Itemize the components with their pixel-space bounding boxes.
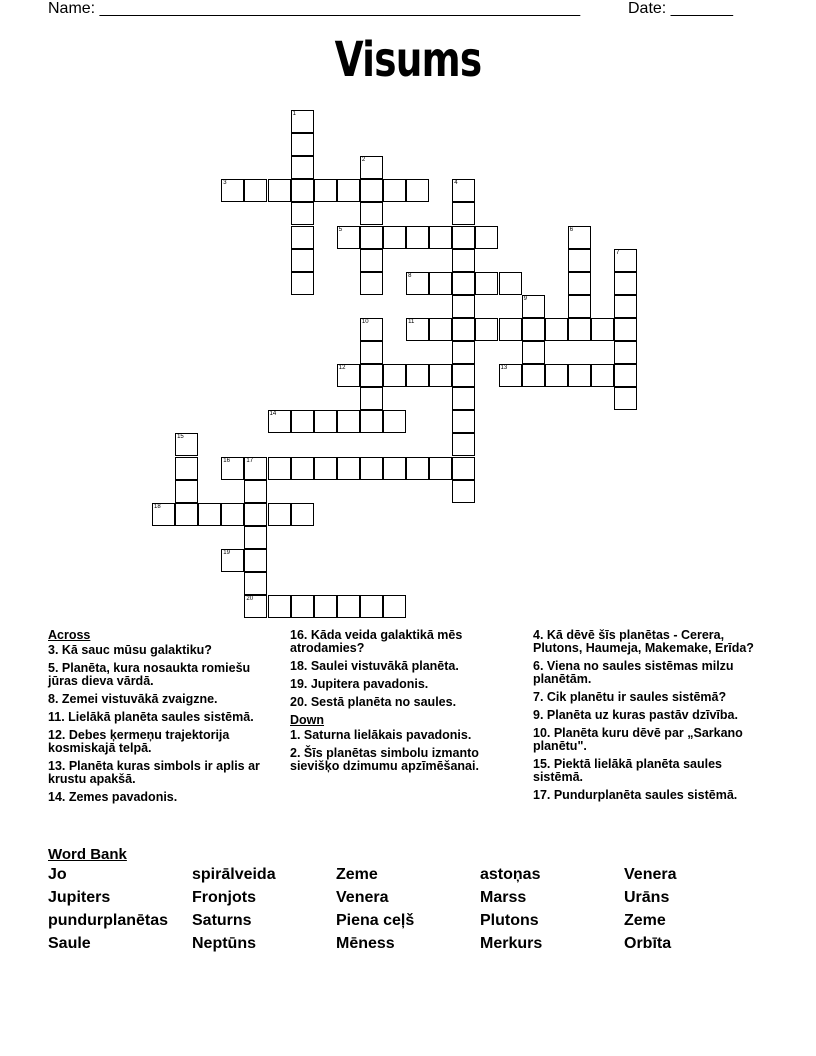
crossword-cell[interactable] xyxy=(499,272,522,295)
word-bank-item: Zeme xyxy=(336,866,378,883)
word-bank-item: Orbīta xyxy=(624,935,672,952)
crossword-cell[interactable] xyxy=(545,364,568,387)
crossword-cell[interactable] xyxy=(314,179,337,202)
crossword-cell[interactable] xyxy=(244,480,267,503)
word-bank-item: Piena ceļš xyxy=(336,912,415,929)
crossword-cell[interactable] xyxy=(268,595,291,618)
crossword-cell[interactable] xyxy=(221,503,244,526)
crossword-cell[interactable] xyxy=(360,387,383,410)
crossword-cell[interactable] xyxy=(360,457,383,480)
crossword-cell[interactable] xyxy=(591,364,614,387)
clue-item: 18. Saulei vistuvākā planēta. xyxy=(290,659,459,673)
word-bank-item: spirālveida xyxy=(192,866,276,883)
crossword-cell[interactable] xyxy=(291,156,314,179)
crossword-cell[interactable] xyxy=(452,480,475,503)
crossword-cell[interactable] xyxy=(475,272,498,295)
crossword-cell[interactable] xyxy=(360,226,383,249)
clue-number: 9 xyxy=(523,295,527,302)
crossword-cell[interactable] xyxy=(452,387,475,410)
crossword-cell[interactable] xyxy=(268,503,291,526)
crossword-cell[interactable] xyxy=(221,457,244,480)
crossword-cell[interactable] xyxy=(291,110,314,133)
word-bank-title: Word Bank xyxy=(48,846,127,863)
crossword-cell[interactable] xyxy=(452,295,475,318)
crossword-cell[interactable] xyxy=(291,457,314,480)
clue-item: 17. Pundurplanēta saules sistēmā. xyxy=(533,788,738,802)
clue-item: 6. Viena no saules sistēmas milzu planētām. xyxy=(533,659,734,686)
across-heading: Across xyxy=(48,628,91,642)
clue-number: 1 xyxy=(292,111,296,117)
crossword-cell[interactable] xyxy=(337,226,360,249)
crossword-cell[interactable] xyxy=(614,364,637,387)
crossword-cell[interactable] xyxy=(591,318,614,341)
clue-number: 13 xyxy=(500,365,508,372)
crossword-cell[interactable] xyxy=(221,549,244,572)
crossword-cell[interactable] xyxy=(452,341,475,364)
clue-number: 20 xyxy=(246,596,254,603)
clue-number: 14 xyxy=(269,411,277,418)
crossword-cell[interactable] xyxy=(244,595,267,618)
word-bank-item: pundurplanētas xyxy=(48,912,169,929)
crossword-cell[interactable] xyxy=(452,179,475,202)
crossword-cell[interactable] xyxy=(244,179,267,202)
crossword-cell[interactable] xyxy=(314,595,337,618)
crossword-cell[interactable] xyxy=(429,226,452,249)
crossword-cell[interactable] xyxy=(360,364,383,387)
crossword-cell[interactable] xyxy=(452,318,475,341)
crossword-cell[interactable] xyxy=(545,318,568,341)
crossword-cell[interactable] xyxy=(614,387,637,410)
crossword-cell[interactable] xyxy=(383,364,406,387)
crossword-cell[interactable] xyxy=(429,364,452,387)
clue-number: 19 xyxy=(223,549,230,556)
clue-number: 16 xyxy=(223,457,230,464)
clue-item: 5. Planēta, kura nosaukta romiešu jūras dieva vārdā. xyxy=(48,661,251,688)
clue-item: 14. Zemes pavadonis. xyxy=(48,790,178,804)
clue-number: 5 xyxy=(338,226,343,233)
word-bank-item: Neptūns xyxy=(192,935,256,952)
crossword-cell[interactable] xyxy=(268,179,291,202)
crossword-cell[interactable] xyxy=(452,226,475,249)
down-heading: Down xyxy=(290,713,325,727)
crossword-cell[interactable] xyxy=(452,249,475,272)
clue-number: 3 xyxy=(223,180,227,187)
clue-item: 20. Sestā planēta no saules. xyxy=(290,695,457,709)
crossword-cell[interactable] xyxy=(360,249,383,272)
crossword-cell[interactable] xyxy=(175,503,198,526)
clue-item: 16. Kāda veida galaktikā mēs atrodamies? xyxy=(290,628,463,655)
crossword-cell[interactable] xyxy=(568,318,591,341)
crossword-cell[interactable] xyxy=(291,226,314,249)
word-bank-item: astoņas xyxy=(480,866,541,883)
crossword-cell[interactable] xyxy=(360,179,383,202)
crossword-cell[interactable] xyxy=(360,318,383,341)
crossword-cell[interactable] xyxy=(568,295,591,318)
word-bank-item: Urāns xyxy=(624,889,670,906)
crossword-cell[interactable] xyxy=(452,272,475,295)
word-bank-item: Jupiters xyxy=(48,889,111,906)
word-bank-item: Plutons xyxy=(480,912,539,929)
crossword-cell[interactable] xyxy=(499,318,522,341)
crossword-cell[interactable] xyxy=(337,364,360,387)
word-bank-item: Marss xyxy=(480,889,527,906)
crossword-cell[interactable] xyxy=(244,526,267,549)
crossword-cell[interactable] xyxy=(406,272,429,295)
crossword-cell[interactable] xyxy=(406,179,429,202)
crossword-cell[interactable] xyxy=(291,179,314,202)
clue-item: 8. Zemei vistuvākā zvaigzne. xyxy=(48,692,218,706)
clue-item: 2. Šīs planētas simbolu izmanto sievišķo dzimumu apzīmēšanai. xyxy=(290,746,479,773)
word-bank-item: Mēness xyxy=(336,935,395,952)
crossword-cell[interactable] xyxy=(499,364,522,387)
crossword-cell[interactable] xyxy=(522,341,545,364)
clue-item: 3. Kā sauc mūsu galaktiku? xyxy=(48,643,212,657)
crossword-cell[interactable] xyxy=(522,318,545,341)
crossword-cell[interactable] xyxy=(360,595,383,618)
crossword-cell[interactable] xyxy=(383,410,406,433)
crossword-cell[interactable] xyxy=(406,457,429,480)
crossword-cell[interactable] xyxy=(337,179,360,202)
crossword-cell[interactable] xyxy=(568,226,591,249)
clue-number: 4 xyxy=(454,180,458,187)
clue-item: 11. Lielākā planēta saules sistēmā. xyxy=(48,710,254,724)
clue-number: 12 xyxy=(338,365,346,372)
clue-number: 2 xyxy=(361,157,366,164)
clue-item: 9. Planēta uz kuras pastāv dzīvība. xyxy=(533,708,738,722)
crossword-cell[interactable] xyxy=(337,410,360,433)
crossword-cell[interactable] xyxy=(314,457,337,480)
crossword-cell[interactable] xyxy=(568,364,591,387)
clue-number: 7 xyxy=(616,249,620,256)
clue-item: 13. Planēta kuras simbols ir aplis ar krustu apakšā. xyxy=(48,759,260,786)
crossword-cell[interactable] xyxy=(360,341,383,364)
clue-item: 10. Planēta kuru dēvē par „Sarkano planētu". xyxy=(533,726,743,753)
crossword-cell[interactable] xyxy=(522,295,545,318)
crossword-cell[interactable] xyxy=(198,503,221,526)
crossword-cell[interactable] xyxy=(221,179,244,202)
clue-number: 18 xyxy=(154,503,161,510)
crossword-cell[interactable] xyxy=(244,549,267,572)
crossword-cell[interactable] xyxy=(360,202,383,225)
crossword-cell[interactable] xyxy=(291,202,314,225)
clue-number: 6 xyxy=(569,226,574,233)
crossword-cell[interactable] xyxy=(360,410,383,433)
crossword-cell[interactable] xyxy=(244,457,267,480)
crossword-cell[interactable] xyxy=(175,433,198,456)
clue-item: 7. Cik planētu ir saules sistēmā? xyxy=(533,690,727,704)
crossword-cell[interactable] xyxy=(175,480,198,503)
crossword-cell[interactable] xyxy=(452,410,475,433)
crossword-cell[interactable] xyxy=(452,433,475,456)
word-bank-item: Fronjots xyxy=(192,889,256,906)
word-bank-item: Merkurs xyxy=(480,935,543,952)
clue-item: 1. Saturna lielākais pavadonis. xyxy=(290,728,472,742)
crossword-cell[interactable] xyxy=(360,272,383,295)
word-bank-item: Jo xyxy=(48,866,67,883)
crossword-cell[interactable] xyxy=(268,457,291,480)
crossword-cell[interactable] xyxy=(152,503,175,526)
date-field: Date: _______ xyxy=(628,0,733,17)
crossword-cell[interactable] xyxy=(383,179,406,202)
crossword-cell[interactable] xyxy=(614,272,637,295)
clues-column-2 xyxy=(290,629,515,778)
crossword-cell[interactable] xyxy=(452,202,475,225)
clues-column-3 xyxy=(533,629,773,807)
crossword-cell[interactable] xyxy=(429,318,452,341)
crossword-cell[interactable] xyxy=(406,318,429,341)
name-field: Name: ______________________________________________________ xyxy=(48,0,581,17)
crossword-cell[interactable] xyxy=(614,249,637,272)
crossword-cell[interactable] xyxy=(337,457,360,480)
clue-number: 8 xyxy=(408,272,412,279)
crossword-cell[interactable] xyxy=(452,364,475,387)
crossword-cell[interactable] xyxy=(406,364,429,387)
crossword-cell[interactable] xyxy=(614,318,637,341)
crossword-cell[interactable] xyxy=(291,272,314,295)
crossword-cell[interactable] xyxy=(314,410,337,433)
crossword-cell[interactable] xyxy=(175,457,198,480)
crossword-cell[interactable] xyxy=(614,341,637,364)
crossword-cell[interactable] xyxy=(244,572,267,595)
clue-number: 15 xyxy=(177,434,184,441)
crossword-cell[interactable] xyxy=(383,457,406,480)
crossword-cell[interactable] xyxy=(522,364,545,387)
crossword-cell[interactable] xyxy=(475,318,498,341)
clue-item: 15. Piektā lielākā planēta saules sistēmā. xyxy=(533,757,723,784)
word-bank-item: Venera xyxy=(336,889,389,906)
word-bank-item: Saturns xyxy=(192,912,252,929)
clues-column-1 xyxy=(48,629,273,809)
crossword-cell[interactable] xyxy=(291,410,314,433)
crossword-cell[interactable] xyxy=(291,133,314,156)
word-bank-item: Venera xyxy=(624,866,677,883)
crossword-cell[interactable] xyxy=(383,226,406,249)
clue-item: 4. Kā dēvē šīs planētas - Cerera, Plutons, Haumeja, Makemake, Erīda? xyxy=(533,628,754,655)
clue-number: 10 xyxy=(361,318,369,325)
crossword-cell[interactable] xyxy=(568,249,591,272)
crossword-cell[interactable] xyxy=(291,595,314,618)
crossword-cell[interactable] xyxy=(268,410,291,433)
clue-item: 12. Debes ķermeņu trajektorija kosmiskajā telpā. xyxy=(48,728,230,755)
clue-number: 11 xyxy=(408,318,415,325)
crossword-cell[interactable] xyxy=(568,272,591,295)
clue-number: 17 xyxy=(246,457,254,464)
word-bank-item: Saule xyxy=(48,935,91,952)
crossword-cell[interactable] xyxy=(429,457,452,480)
crossword-cell[interactable] xyxy=(383,595,406,618)
crossword-cell[interactable] xyxy=(614,295,637,318)
crossword-cell[interactable] xyxy=(291,249,314,272)
crossword-cell[interactable] xyxy=(406,226,429,249)
crossword-cell[interactable] xyxy=(429,272,452,295)
crossword-cell[interactable] xyxy=(244,503,267,526)
crossword-cell[interactable] xyxy=(337,595,360,618)
crossword-cell[interactable] xyxy=(452,457,475,480)
clue-item: 19. Jupitera pavadonis. xyxy=(290,677,429,691)
crossword-cell[interactable] xyxy=(291,503,314,526)
word-bank-item: Zeme xyxy=(624,912,666,929)
crossword-cell[interactable] xyxy=(360,156,383,179)
crossword-cell[interactable] xyxy=(475,226,498,249)
page-title: Visums xyxy=(334,32,482,88)
